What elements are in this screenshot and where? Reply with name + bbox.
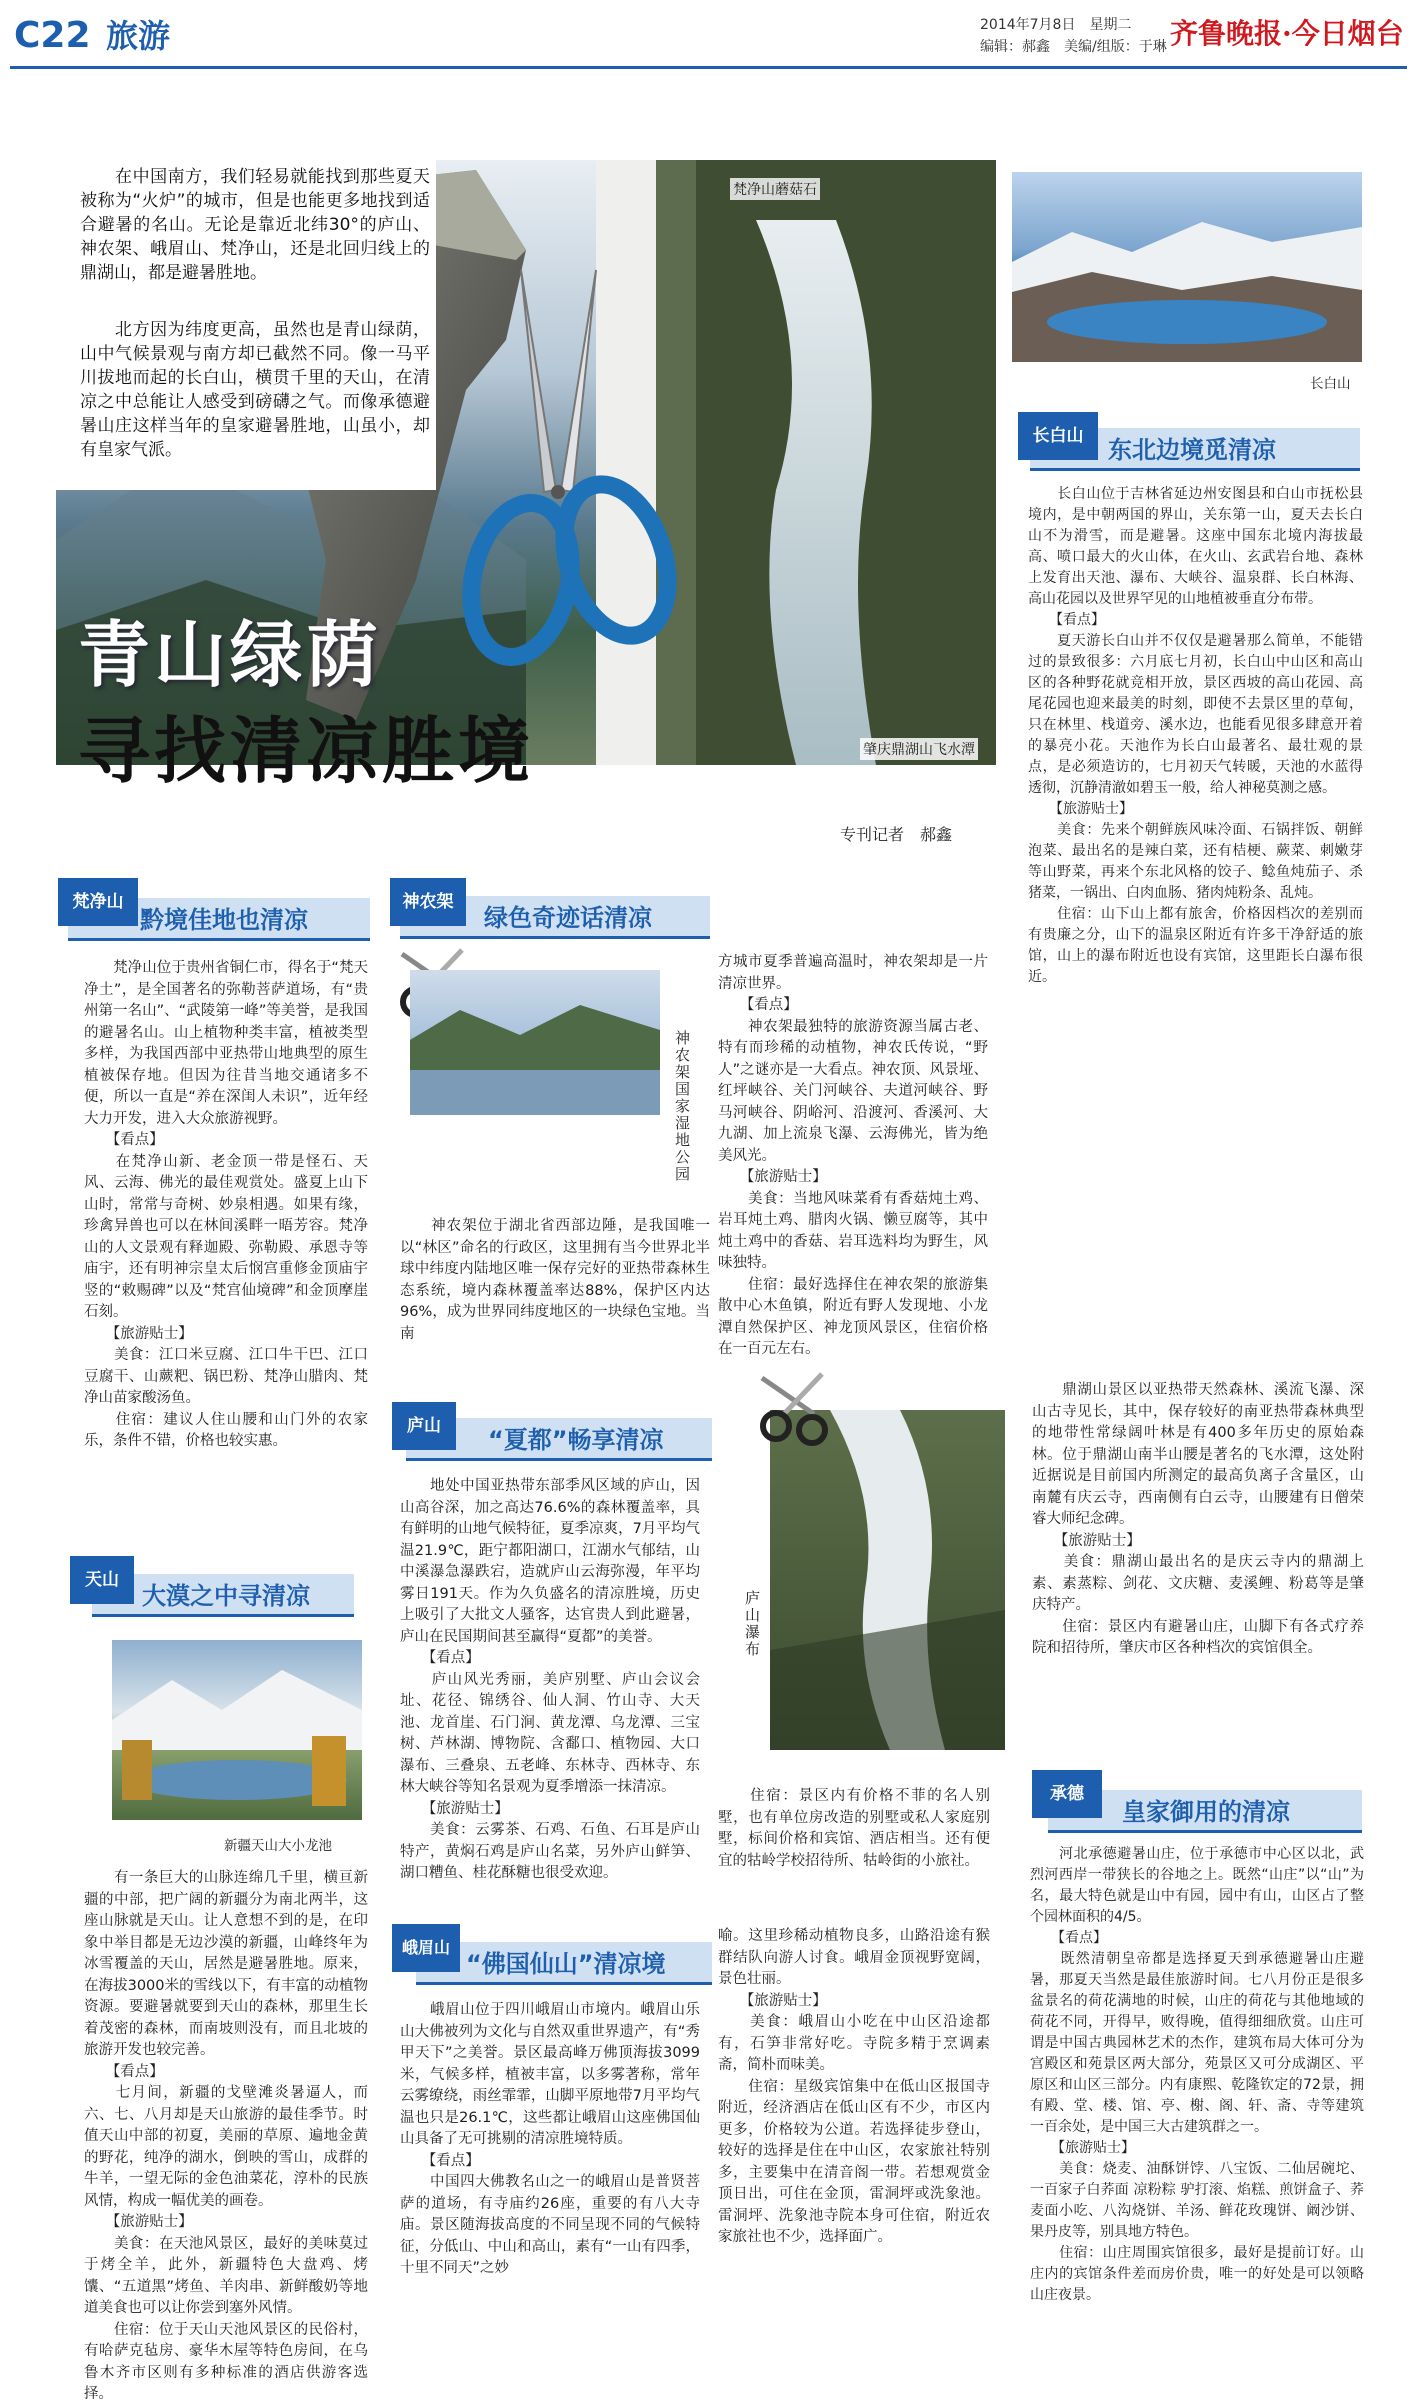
dinghushan-body: 鼎湖山景区以亚热带天然森林、溪流飞瀑、深山古寺见长，其中，保存较好的南亚热带森林典型的地带性常绿阔叶林是有400多年历史的原始森林。位于鼎湖山南半山腰是著名的飞水潭，这处附近据说是目前国内所测定的最高负离子含量区，山南麓有庆云寺，西南侧有白云寺，山腰建有日僧荣睿大师纪念碑。 【旅游贴士】 美食：鼎湖山最出名的是庆云寺内的鼎湖上素、素蒸粽、剑花、文庆糖、麦溪鲤、粉葛等是肇庆特产。 住宿：景区内有避暑山庄，山脚下有各式疗养院和招待所，肇庆市区各种档次的宾馆俱全。	[1032, 1382, 1364, 1656]
hero-caption-bottom: 肇庆鼎湖山飞水潭	[860, 738, 978, 760]
changbaishan-body: 长白山位于吉林省延边州安图县和白山市抚松县境内，是中朝两国的界山，关东第一山，夏天去长白山不为滑雪，而是避暑。这座中国东北境内海拔最高、喷口最大的火山体，在火山、玄武岩台地、森林上发育出天池、瀑布、大峡谷、温泉群、长白林海、高山花园以及世界罕见的山地植被垂直分布带。 【看点】 夏天游长白山并不仅仅是避暑那么简单，不能错过的景致很多：六月底七月初，长白山中山区和高山区的各种野花就竞相开放，景区西坡的高山花园、高尾花园也迎来最美的时刻，即使不去景区里的草甸，只在林里、栈道旁、溪水边，也能看见很多肆意开着的暴亮小花。天池作为长白山最著名、最壮观的景点，是必须造访的，七月初天气转暖，天池的水蓝得透彻，沉静清澈如碧玉一般，给人神秘莫测之感。 【旅游贴士】 美食：先来个朝鲜族风味冷面、石锅拌饭、朝鲜泡菜、最出名的是辣白菜，还有桔梗、蕨菜、刺嫩芽等山野菜，再来个东北风格的饺子、鲶鱼炖茄子、杀猪菜，一锅出、白肉血肠、猪肉炖粉条、乱炖。 住宿：山下山上都有旅舍，价格因档次的差别而有贵廉之分，山下的温泉区附近有许多干净舒适的旅馆，山上的瀑布附近也设有宾馆，这里距长白瀑布很近。	[1028, 486, 1363, 985]
shennongjia-tag: 神农架	[390, 878, 466, 926]
lushan-photo-caption: 庐山瀑布	[743, 1590, 761, 1658]
shennongjia-body-left: 神农架位于湖北省西部边陲，是我国唯一以“林区”命名的行政区，这里拥有当今世界北半球中纬度内陆地区唯一保存完好的亚热带森林生态系统，境内森林覆盖率达88%，保护区内达96%，成为世界同纬度地区的一块绿色宝地。当南	[400, 1218, 710, 1342]
chengde-body: 河北承德避暑山庄，位于承德市中心区以北，武烈河西岸一带狭长的谷地之上。既然“山庄”以“山”为名，最大特色就是山中有园，园中有山，山区占了整个园林面积的4/5。 【看点】 既然清朝皇帝都是选择夏天到承德避暑山庄避暑，那夏天当然是最佳旅游时间。七八月份正是很多盆景名的荷花满地的时候，山庄的荷花与其他地域的荷花不同，开得早，败得晚，值得细细欣赏。山庄可谓是中国古典园林艺术的杰作，建筑布局大体可分为宫殿区和苑景区两大部分，苑景区又可分成湖区、平原区和山区三部分。内有康熙、乾隆钦定的72景，拥有殿、堂、楼、馆、亭、榭、阁、轩、斋、寺等建筑一百余处，是中国三大古建筑群之一。 【旅游贴士】 美食：烧麦、油酥饼饽、八宝饭、二仙居碗坨、一百家子白荞面 凉粉粽 驴打滚、焰糕、煎饼盒子、荞麦面小吃、八沟烧饼、羊汤、鲜花玫瑰饼、阚沙饼、果丹皮等，别具地方特色。 住宿：山庄周围宾馆很多，最好是提前订好。山庄内的宾馆条件差而房价贵，唯一的好处是可以领略山庄夜景。	[1030, 1846, 1364, 2303]
date-line: 2014年7月8日 星期二	[980, 17, 1132, 33]
hero-byline: 专刊记者 郝鑫	[840, 825, 953, 844]
chengde-tag: 承德	[1032, 1770, 1102, 1818]
shennongjia-photo-caption: 神农架国家湿地公园	[673, 1030, 691, 1183]
hero-caption-top: 梵净山蘑菇石	[730, 178, 820, 200]
fanjingshan-body: 梵净山位于贵州省铜仁市，得名于“梵天净土”，是全国著名的弥勒菩萨道场，有“贵州第一名山”、“武陵第一峰”等美誉，是我国的避暑名山。山上植物种类丰富，植被类型多样，为我国西部中亚热带山地典型的原生植被保存地。但因为往昔当地交通诸多不便，所以一直是“养在深闺人未识”，近年经大力开发，进入大众旅游视野。 【看点】 在梵净山新、老金顶一带是怪石、天风、云海、佛光的最佳观赏处。盛夏上山下山时，常常与奇树、妙泉相遇。如果有缘，珍禽异兽也可以在林间溪畔一晤芳容。梵净山的人文景观有释迦殿、弥勒殿、承恩寺等庙宇，还有明神宗皇太后悯宫重修金顶庙宇竖的“敕赐碑”以及“梵宫仙境碑”和金顶摩崖石刻。 【旅游贴士】 美食：江口米豆腐、江口牛干巴、江口豆腐干、山蕨粑、锅巴粉、梵净山腊肉、梵净山苗家酸汤鱼。 住宿：建议人住山腰和山门外的农家乐，条件不错，价格也较实惠。	[84, 960, 368, 1449]
tianshan-landscape	[112, 1640, 362, 1820]
masthead: 齐鲁晚报·今日烟台	[1170, 17, 1404, 50]
tianshan-tag: 天山	[70, 1556, 134, 1604]
tianshan-photo-caption: 新疆天山大小龙池	[224, 1838, 332, 1854]
lushan-photo	[770, 1410, 1005, 1750]
section-name: 旅游	[106, 17, 171, 55]
emeishan-tag: 峨眉山	[392, 1924, 460, 1972]
page-code: C22	[14, 15, 91, 56]
changbaishan-photo	[1012, 172, 1362, 362]
lushan-body-tail: 住宿：景区内有价格不菲的名人别墅，也有单位房改造的别墅或私人家庭别墅，标间价格和宾馆、酒店相当。还有便宜的牯岭学校招待所、牯岭街的小旅社。	[718, 1788, 990, 1869]
lushan-tag: 庐山	[392, 1402, 456, 1450]
editors-line: 编辑：郝鑫 美编/组版：于琳	[980, 39, 1167, 55]
shennongjia-landscape	[410, 970, 660, 1115]
shennongjia-body-right: 方城市夏季普遍高温时，神农架却是一片清凉世界。 【看点】 神农架最独特的旅游资源当属古老、特有而珍稀的动植物，神农氏传说，“野人”之谜亦是一大看点。神农顶、风景垭、红坪峡谷、关门河峡谷、夫道河峡谷、野马河峡谷、阴峪河、沿渡河、香溪河、大九湖、加上流泉飞瀑、云海佛光，皆为绝美风光。 【旅游贴士】 美食：当地风味菜肴有香菇炖土鸡、岩耳炖土鸡、腊肉火锅、懒豆腐等，其中炖土鸡中的香菇、岩耳选料均为野生，风味独特。 住宿：最好选择住在神农架的旅游集散中心木鱼镇，附近有野人发现地、小龙潭自然保护区、神龙顶风景区，住宿价格在一百元左右。	[718, 954, 988, 1357]
tianshan-photo	[112, 1640, 362, 1820]
emeishan-title: “佛国仙山”清凉境	[466, 1950, 666, 1978]
hero-title-line-1: 青山绿荫	[78, 613, 383, 697]
scissors-icon	[426, 260, 686, 680]
changbaishan-photo-caption: 长白山	[1310, 376, 1351, 392]
intro-paragraph-2: 北方因为纬度更高，虽然也是青山绿荫，山中气候景观与南方却已截然不同。像一马平川拔地而起的长白山，横贯千里的天山，在清凉之中总能让人感受到磅礴之气。而像承德避暑山庄这样当年的皇家避暑胜地，山虽小，却有皇家气派。	[80, 320, 430, 460]
page-header	[0, 0, 1417, 70]
emeishan-body-right: 喻。这里珍稀动植物良多，山路沿途有猴群结队向游人讨食。峨眉金顶视野宽阔，景色壮丽。 【旅游贴士】 美食：峨眉山小吃在中山区沿途都有，石笋非常好吃。寺院多精于烹调素斋，简朴而味美。 住宿：星级宾馆集中在低山区报国寺附近，经济酒店在低山区有不少，市区内更多，价格较为公道。若选择徒步登山，较好的选择是住在中山区，农家旅社特别多，主要集中在清音阁一带。若想观赏金顶日出，可住在金顶，雷洞坪或洗象池。雷洞坪、洗象池寺院本身可住宿，附近农家旅社也不少，选择面广。	[718, 1928, 990, 2245]
changbaishan-tag: 长白山	[1018, 412, 1098, 460]
fanjingshan-title: 黔境佳地也清凉	[140, 906, 308, 934]
changbaishan-title: 东北边境觅清凉	[1108, 436, 1276, 464]
shennongjia-photo	[410, 970, 660, 1115]
emeishan-body-left: 峨眉山位于四川峨眉山市境内。峨眉山乐山大佛被列为文化与自然双重世界遗产，有“秀甲天下”之美誉。景区最高峰万佛顶海拔3099米，气候多样，植被丰富，以多雾著称，常年云雾缭绕，雨丝霏霏，山脚平原地带7月平均气温也只是26.1℃，这些都让峨眉山这座佛国仙山具备了无可挑剔的清凉胜境特质。 【看点】 中国四大佛教名山之一的峨眉山是普贤菩萨的道场，有寺庙约26座，重要的有八大寺庙。景区随海拔高度的不同呈现不同的气候特征，分低山、中山和高山，素有“一山有四季，十里不同天”之妙	[400, 2002, 700, 2276]
chengde-title: 皇家御用的清凉	[1122, 1798, 1290, 1826]
tianshan-title: 大漠之中寻清凉	[142, 1582, 310, 1610]
lushan-body: 地处中国亚热带东部季风区域的庐山，因山高谷深，加之高达76.6%的森林覆盖率，具有鲜明的山地气候特征，夏季凉爽，7月平均气温21.9℃，距宁都阳湖口，江湖水气郁结，山中溪瀑急瀑跌宕，造就庐山云海弥漫，年平均雾日191天。作为久负盛名的清凉胜境，历史上吸引了大批文人骚客，达官贵人到此避暑，庐山在民国期间甚至赢得“夏都”的美誉。 【看点】 庐山风光秀丽，美庐别墅、庐山会议会址、花径、锦绣谷、仙人洞、竹山寺、大天池、龙首崖、石门涧、黄龙潭、乌龙潭、三宝树、芦林湖、博物院、含鄱口、植物园、大口瀑布、三叠泉、五老峰、东林寺、西林寺、东林大峡谷等知名景观为夏季增添一抹清凉。 【旅游贴士】 美食：云雾茶、石鸡、石鱼、石耳是庐山特产，黄焖石鸡是庐山名菜，另外庐山鲜笋、湖口糟鱼、桂花酥糖也很受欢迎。	[400, 1478, 700, 1881]
header-rule	[10, 66, 1407, 69]
tianshan-body: 有一条巨大的山脉连绵几千里，横亘新疆的中部，把广阔的新疆分为南北两半，这座山脉就是天山。让人意想不到的是，在印象中举目都是无边沙漠的新疆，山峰终年为冰雪覆盖的天山，居然是避暑胜地。原来，在海拔3000米的雪线以下，有丰富的动植物资源。要避暑就要到天山的森林，那里生长着茂密的森林，而南坡则没有，而且北坡的旅游开发也较完善。 【看点】 七月间，新疆的戈壁滩炎暑逼人，而六、七、八月却是天山旅游的最佳季节。时值天山中部的初夏，美丽的草原、遍地金黄的野花，纯净的湖水，倒映的雪山，成群的牛羊，一望无际的金色油菜花，淳朴的民族风情，构成一幅优美的画卷。 【旅游贴士】 美食：在天池风景区，最好的美味莫过于烤全羊，此外，新疆特色大盘鸡、烤馕、“五道黑”烤鱼、羊肉串、新鲜酸奶等地道美食也可以让你尝到塞外风情。 住宿：位于天山天池风景区的民俗村，有哈萨克毡房、豪华木屋等特色房间，在乌鲁木齐市区则有多种标准的酒店供游客选择。	[84, 1870, 368, 2402]
shennongjia-title: 绿色奇迹话清凉	[484, 904, 652, 932]
fanjingshan-tag: 梵净山	[58, 878, 138, 926]
lushan-waterfall	[770, 1410, 1005, 1750]
scissors-icon	[752, 1368, 842, 1448]
hero-title-line-2: 寻找清凉胜境	[78, 709, 535, 793]
lushan-title: “夏都”畅享清凉	[488, 1426, 664, 1454]
changbaishan-landscape	[1012, 172, 1362, 362]
intro-paragraph-1: 在中国南方，我们轻易就能找到那些夏天被称为“火炉”的城市，但是也能更多地找到适合避暑的名山。无论是靠近北纬30°的庐山、神农架、峨眉山、梵净山，还是北回归线上的鼎湖山，都是避暑胜地。	[80, 167, 430, 283]
